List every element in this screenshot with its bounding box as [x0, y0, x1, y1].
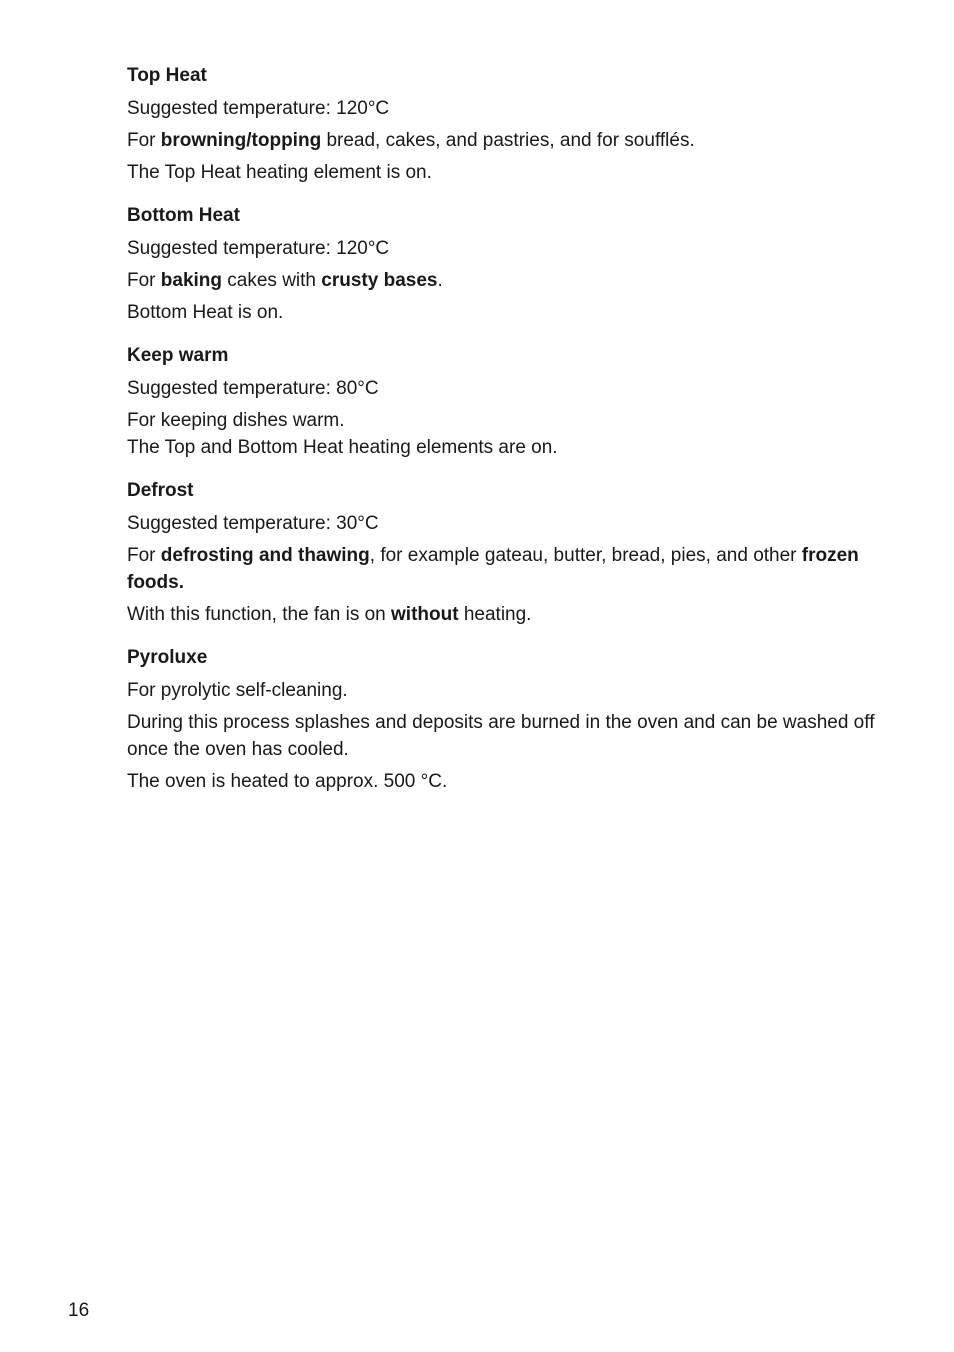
text: The oven is heated to approx. 500 °C. — [127, 771, 448, 792]
section-heading: Defrost — [127, 480, 194, 501]
section-heading: Keep warm — [127, 345, 229, 366]
paragraph — [127, 235, 877, 262]
sections — [127, 62, 877, 795]
text: For — [127, 130, 161, 151]
text: Suggested temperature: 30°C — [127, 513, 379, 534]
text: For — [127, 545, 161, 566]
text: heating. — [458, 604, 532, 625]
paragraph — [127, 601, 877, 628]
text: For — [127, 270, 161, 291]
text: Bottom Heat is on. — [127, 302, 284, 323]
paragraph — [127, 299, 877, 326]
text: The Top and Bottom Heat heating elements are on. — [127, 437, 558, 458]
text: bread, cakes, and pastries, and for soufflés. — [321, 130, 695, 151]
bold-text: baking — [160, 270, 223, 291]
paragraph — [127, 510, 877, 537]
text: With this function, the fan is on — [127, 604, 392, 625]
section-keep-warm — [127, 342, 877, 461]
bold-text: without — [391, 604, 459, 625]
text: Suggested temperature: 120°C — [127, 98, 390, 119]
text: Suggested temperature: 80°C — [127, 378, 379, 399]
text: During this process splashes and deposits are burned in the oven and can be washed off once the oven has cooled. — [127, 712, 875, 760]
bold-text: frozen foods. — [127, 545, 859, 593]
section-top-heat — [127, 62, 877, 186]
paragraph — [127, 677, 877, 704]
document-page — [127, 62, 877, 800]
paragraph — [127, 542, 877, 596]
text: For keeping dishes warm. — [127, 410, 345, 431]
bold-text: browning/topping — [160, 130, 322, 151]
section-heading: Top Heat — [127, 65, 207, 86]
paragraph — [127, 267, 877, 294]
section-pyroluxe — [127, 644, 877, 795]
paragraph — [127, 768, 877, 795]
paragraph — [127, 375, 877, 402]
page-number: 16 — [68, 1300, 90, 1321]
paragraph — [127, 159, 877, 186]
paragraph — [127, 95, 877, 122]
text: cakes with — [222, 270, 322, 291]
text: , for example gateau, butter, bread, pies, and other — [369, 545, 802, 566]
text: For pyrolytic self-cleaning. — [127, 680, 348, 701]
text: Suggested temperature: 120°C — [127, 238, 390, 259]
section-bottom-heat — [127, 202, 877, 326]
bold-text: defrosting and thawing — [160, 545, 370, 566]
paragraph — [127, 407, 877, 461]
section-heading: Bottom Heat — [127, 205, 240, 226]
text: The Top Heat heating element is on. — [127, 162, 432, 183]
paragraph — [127, 127, 877, 154]
paragraph — [127, 709, 877, 763]
section-defrost — [127, 477, 877, 628]
bold-text: crusty bases — [321, 270, 438, 291]
section-heading: Pyroluxe — [127, 647, 208, 668]
text: . — [437, 270, 443, 291]
